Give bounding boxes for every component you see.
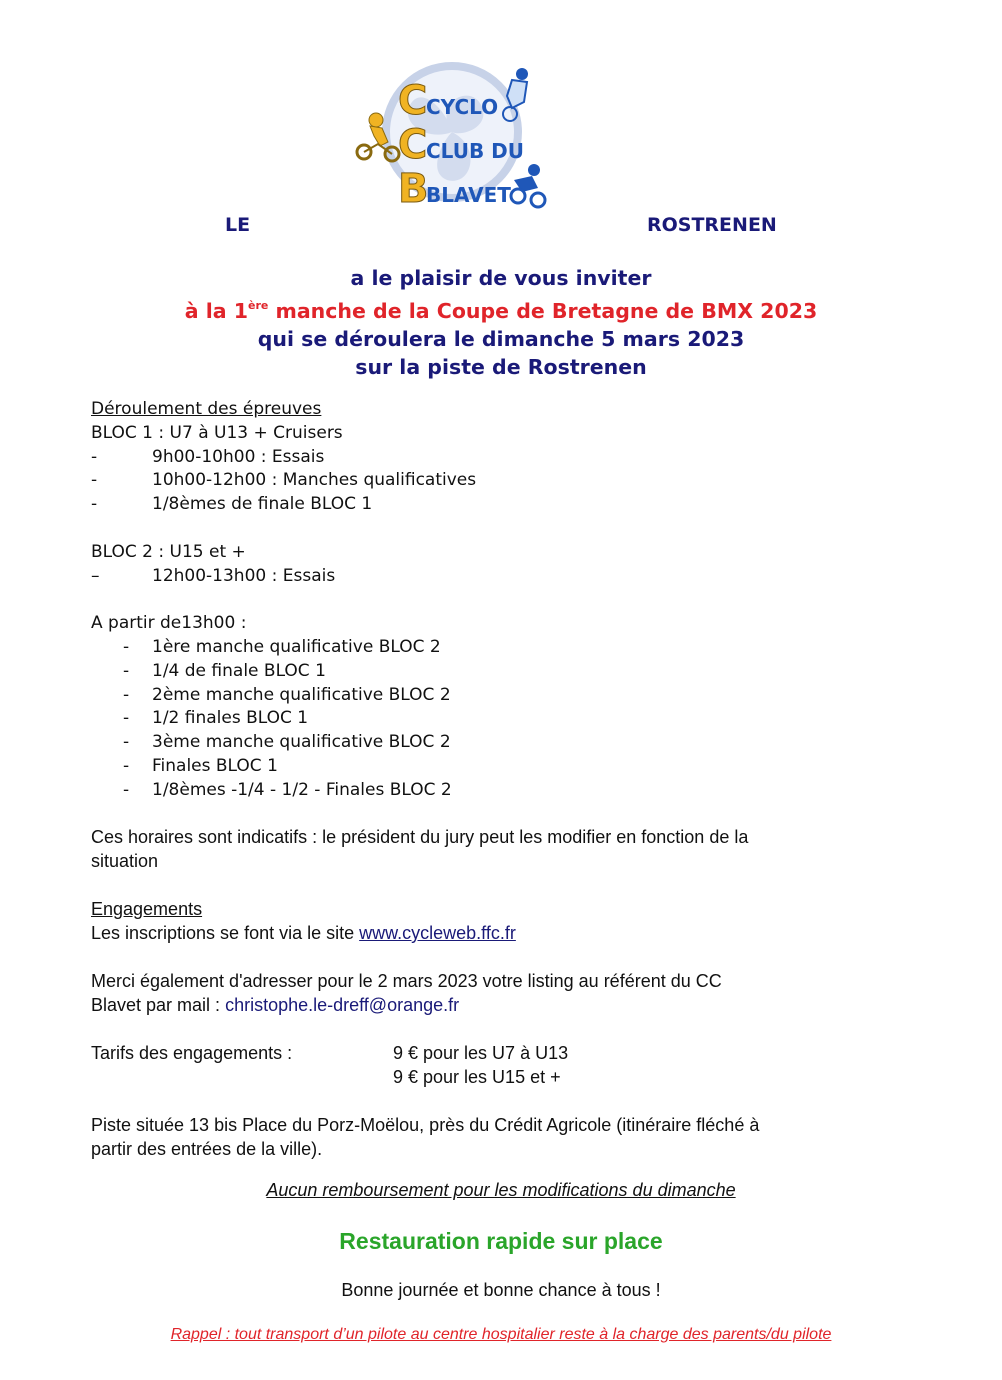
afternoon-item-text: 1/2 finales BLOC 1 — [152, 708, 309, 729]
details-section — [91, 825, 911, 1161]
club-logo — [352, 62, 548, 212]
intro-line-2-pre: à la 1 — [184, 299, 248, 323]
logo-line1: CYCLO — [426, 95, 499, 119]
afternoon-item-text: 1/8èmes -1/4 - 1/2 - Finales BLOC 2 — [152, 779, 452, 800]
logo-letter-c1: C — [398, 78, 428, 124]
logo-letter-c2: C — [398, 122, 428, 168]
bullet-dash: - — [123, 660, 130, 681]
cycleweb-link[interactable]: www.cycleweb.ffc.fr — [359, 923, 516, 943]
afternoon-item-text: 1ère manche qualificative BLOC 2 — [152, 636, 441, 657]
inscriptions-text: Les inscriptions se font via le site — [91, 923, 360, 943]
bullet-dash: - — [91, 470, 98, 491]
schedule-note-line-1: Ces horaires sont indicatifs : le président du jury peut les modifier en fonction de la — [91, 827, 749, 847]
header-left: LE — [225, 214, 251, 236]
tarif-value: 9 € pour les U7 à U13 — [393, 1043, 569, 1063]
bloc1-item-text: 10h00-12h00 : Manches qualificatives — [152, 470, 477, 491]
afternoon-heading: A partir de13h00 : — [91, 613, 247, 634]
bloc1-item — [91, 469, 911, 493]
bullet-dash: - — [123, 636, 130, 657]
bullet-dash: - — [123, 755, 130, 776]
bullet-dash: - — [123, 779, 130, 800]
email-link[interactable]: christophe.le-dreff@orange.fr — [225, 995, 460, 1015]
afternoon-item-text: Finales BLOC 1 — [152, 755, 278, 776]
bullet-dash: - — [91, 446, 98, 467]
schedule-note-line-2: situation — [91, 851, 159, 871]
invitation-intro — [0, 264, 1002, 381]
intro-line-3: qui se déroulera le dimanche 5 mars 2023 — [257, 327, 745, 351]
bloc2-item-text: 12h00-13h00 : Essais — [152, 565, 336, 586]
cyclist-bottom-right-icon — [511, 164, 545, 207]
afternoon-item — [91, 660, 911, 684]
afternoon-item — [91, 707, 911, 731]
tarifs-row — [91, 1041, 911, 1065]
afternoon-item — [91, 755, 911, 779]
bloc1-item-text: 1/8èmes de finale BLOC 1 — [152, 494, 373, 515]
bullet-dash: - — [123, 684, 130, 705]
club-logo-graphic — [352, 62, 548, 212]
afternoon-item — [91, 731, 911, 755]
no-refund-notice: Aucun remboursement pour les modifications du dimanche — [266, 1180, 736, 1200]
intro-line-4: sur la piste de Rostrenen — [355, 355, 647, 379]
intro-line-1: a le plaisir de vous inviter — [350, 266, 652, 290]
bullet-dash: - — [123, 708, 130, 729]
location-line-1: Piste située 13 bis Place du Porz-Moëlou, près du Crédit Agricole (itinéraire fléché à — [91, 1115, 760, 1135]
afternoon-item — [91, 684, 911, 708]
bloc2-heading: BLOC 2 : U15 et + — [91, 541, 246, 562]
bloc2-item — [91, 565, 911, 589]
bloc1-item — [91, 493, 911, 517]
schedule-title: Déroulement des épreuves — [91, 399, 322, 419]
tarifs-label: Tarifs des engagements : — [91, 1043, 293, 1063]
good-luck-message: Bonne journée et bonne chance à tous ! — [341, 1280, 661, 1300]
afternoon-item-text: 2ème manche qualificative BLOC 2 — [152, 684, 451, 705]
schedule-section — [91, 398, 911, 803]
tarif-value: 9 € pour les U15 et + — [393, 1067, 561, 1087]
merci-line-1: Merci également d'adresser pour le 2 mars 2023 votre listing au référent du CC — [91, 971, 722, 991]
bloc1-item-text: 9h00-10h00 : Essais — [152, 446, 325, 467]
transport-reminder: Rappel : tout transport d’un pilote au centre hospitalier reste à la charge des parents/du pilote — [170, 1326, 832, 1343]
bloc1-heading: BLOC 1 : U7 à U13 + Cruisers — [91, 422, 343, 443]
afternoon-item — [91, 779, 911, 803]
inscriptions-line — [91, 921, 911, 945]
bullet-dash: – — [91, 565, 100, 586]
afternoon-item-text: 3ème manche qualificative BLOC 2 — [152, 732, 451, 753]
afternoon-item-text: 1/4 de finale BLOC 1 — [152, 660, 326, 681]
tarifs-row — [91, 1065, 911, 1089]
intro-line-2-post: manche de la Coupe de Bretagne de BMX 2023 — [268, 299, 818, 323]
engagements-title: Engagements — [91, 899, 203, 919]
location-line-2: partir des entrées de la ville). — [91, 1139, 323, 1159]
header-right: ROSTRENEN — [647, 214, 777, 236]
intro-line-2-sup: ère — [247, 299, 269, 312]
intro-line-2 — [0, 292, 1002, 325]
bullet-dash: - — [91, 494, 98, 515]
merci-line-2 — [91, 993, 911, 1017]
logo-line2: CLUB DU — [426, 139, 524, 163]
logo-letter-b: B — [398, 166, 429, 212]
bullet-dash: - — [123, 732, 130, 753]
merci-line-2-text: Blavet par mail : — [91, 995, 226, 1015]
bloc1-item — [91, 446, 911, 470]
afternoon-item — [91, 636, 911, 660]
food-notice: Restauration rapide sur place — [339, 1228, 663, 1254]
logo-line3: BLAVET — [426, 183, 511, 207]
